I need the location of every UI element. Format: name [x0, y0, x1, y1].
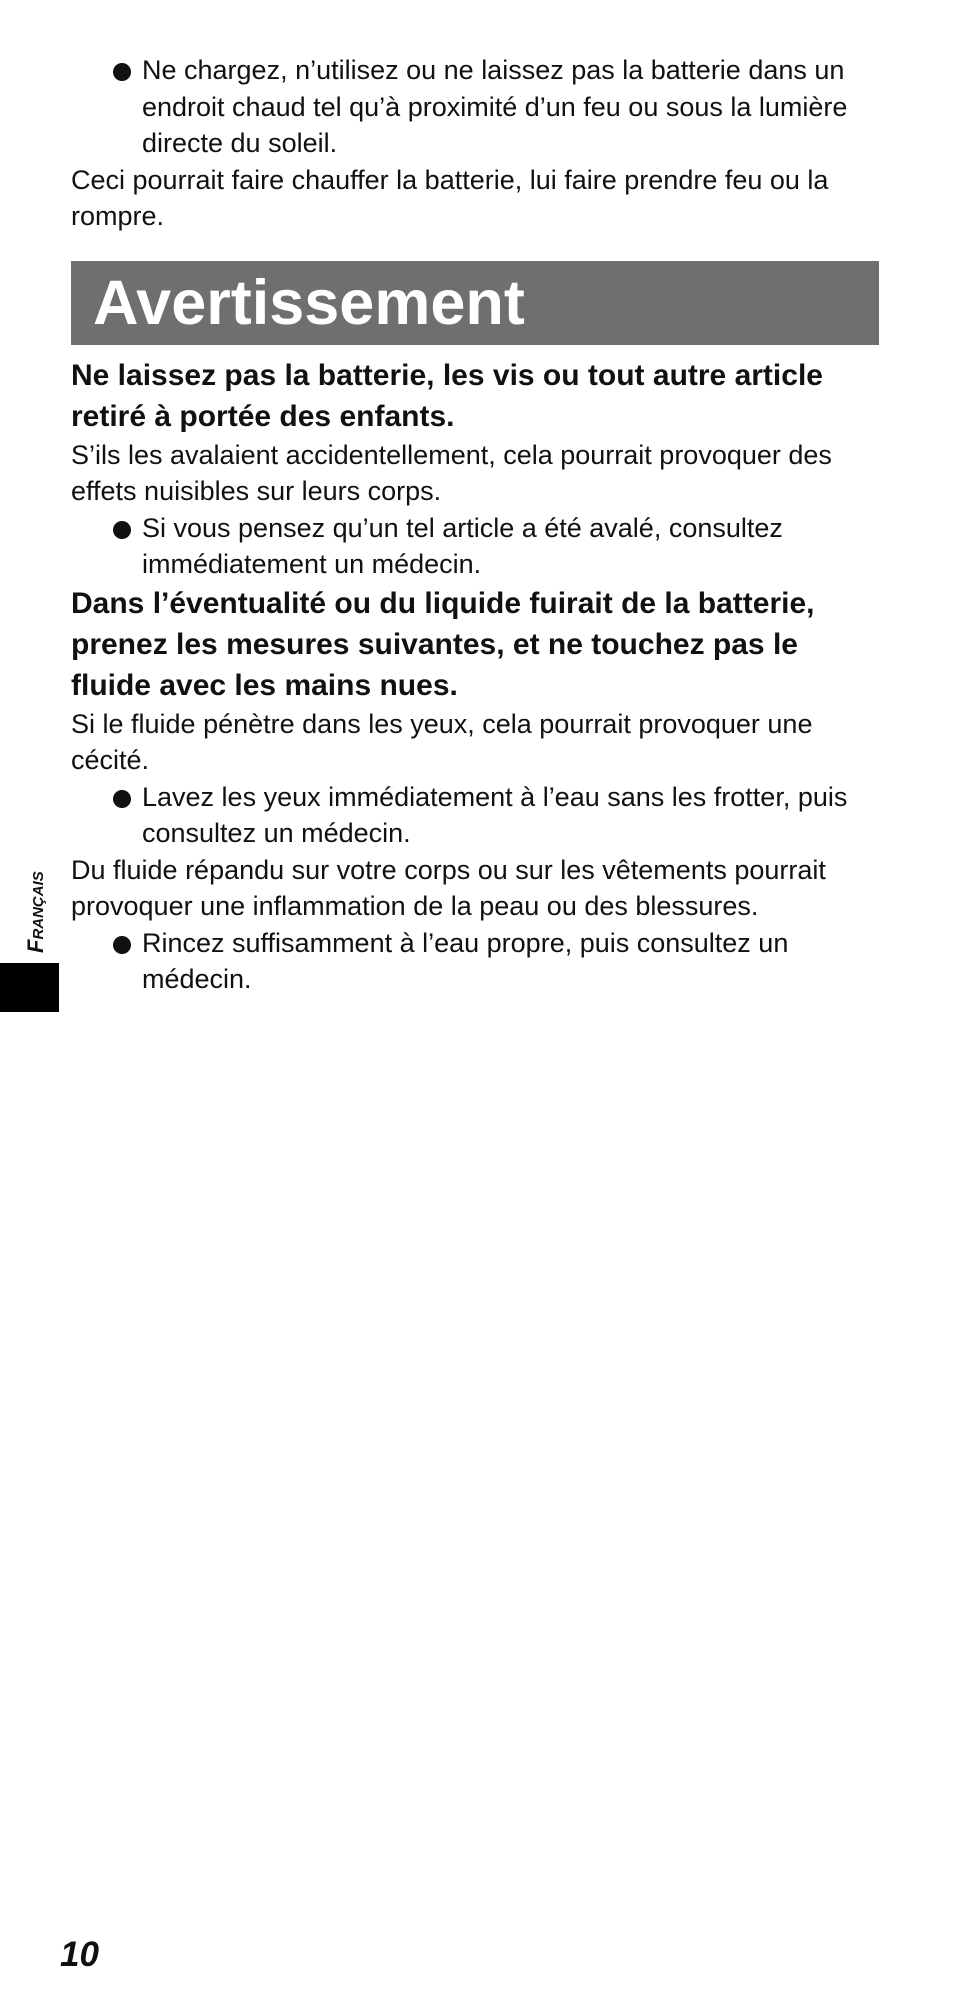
- language-tab-marker: [0, 963, 59, 1012]
- manual-page-content: [71, 52, 879, 998]
- language-side-label: Français: [23, 871, 48, 953]
- bullet-item-wash-eyes: [71, 779, 879, 852]
- bullet-dot-icon: [113, 521, 131, 539]
- bullet-text: Rincez suffisamment à l’eau propre, puis consultez un médecin.: [142, 927, 789, 994]
- bullet-item-rinse: [71, 925, 879, 998]
- bullet-item-doctor: [71, 510, 879, 583]
- section-heading-leak: Dans l’éventualité ou du liquide fuirait de la batterie, prenez les mesures suivantes, et ne touchez pas le fluide avec les mains nues.: [71, 586, 815, 702]
- bullet-dot-icon: [113, 936, 131, 954]
- bullet-text: Si vous pensez qu’un tel article a été avalé, consultez immédiatement un médecin.: [142, 512, 783, 579]
- section-text-skin: Du fluide répandu sur votre corps ou sur les vêtements pourrait provoquer une inflammation de la peau ou des blessures.: [71, 854, 826, 921]
- consequence-text: Ceci pourrait faire chauffer la batterie, lui faire prendre feu ou la rompre.: [71, 164, 829, 231]
- bullet-item-heat: [71, 52, 879, 162]
- section-heading-children: Ne laissez pas la batterie, les vis ou tout autre article retiré à portée des enfants.: [71, 358, 823, 433]
- bullet-dot-icon: [113, 790, 131, 808]
- section-text-swallow: S’ils les avalaient accidentellement, cela pourrait provoquer des effets nuisibles sur leurs corps.: [71, 439, 832, 506]
- warning-heading: Avertissement: [71, 261, 879, 345]
- section-text-eyes: Si le fluide pénètre dans les yeux, cela pourrait provoquer une cécité.: [71, 708, 813, 775]
- bullet-text: Ne chargez, n’utilisez ou ne laissez pas la batterie dans un endroit chaud tel qu’à proximité d’un feu ou sous la lumière directe du soleil.: [142, 55, 848, 158]
- page-number: 10: [60, 1935, 99, 1974]
- bullet-text: Lavez les yeux immédiatement à l’eau sans les frotter, puis consultez un médecin.: [142, 781, 848, 848]
- bullet-dot-icon: [113, 63, 131, 81]
